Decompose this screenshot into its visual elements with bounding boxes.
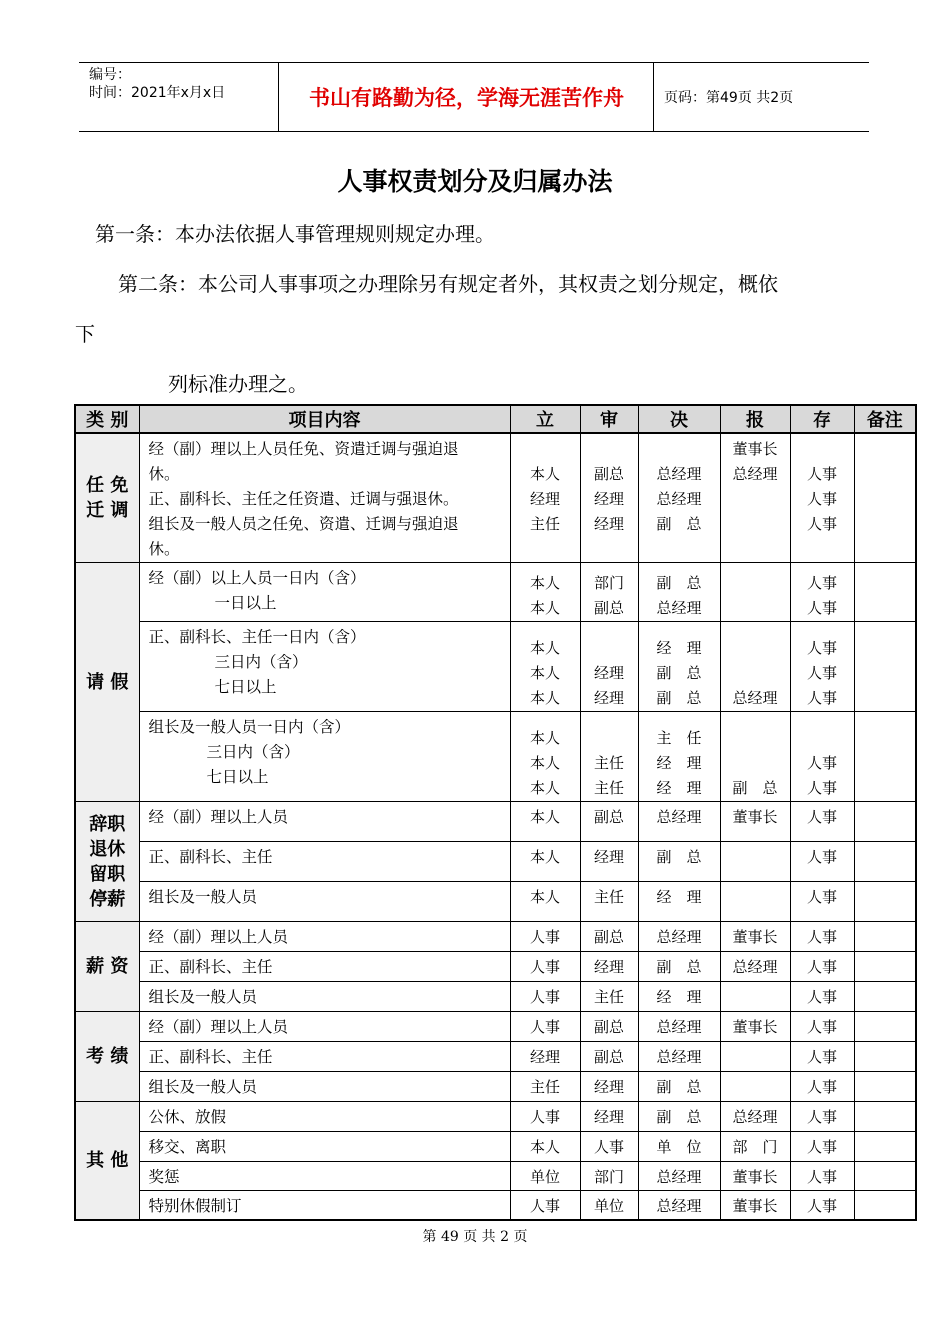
item-cell: 正、副科长、主任	[139, 952, 510, 982]
propose-cell: 人事	[510, 1191, 580, 1221]
report-cell	[720, 712, 790, 802]
item-line: 正、副科长、主任之任资遣、迁调与强退休。	[148, 490, 459, 508]
propose-cell: 单位	[510, 1162, 580, 1191]
decide-cell: 副 总	[638, 842, 720, 882]
decide-cell: 副 总	[638, 952, 720, 982]
cell-value: 本人	[529, 754, 560, 772]
table-row	[75, 882, 916, 922]
article-2-cont: 下	[75, 322, 95, 346]
table-row	[75, 1012, 916, 1042]
review-cell: 经理	[580, 1072, 638, 1102]
decide-cell: 总经理	[638, 922, 720, 952]
file-cell: 人事	[790, 1191, 854, 1221]
table-row	[75, 1072, 916, 1102]
table-row	[75, 712, 916, 802]
category-cell	[75, 922, 139, 1012]
review-cell: 单位	[580, 1191, 638, 1221]
authority-table	[74, 404, 917, 1221]
item-cell: 经（副）理以上人员	[139, 1012, 510, 1042]
cell-value: 人事	[806, 599, 837, 617]
remark-cell	[854, 1012, 916, 1042]
table-row	[75, 1162, 916, 1191]
item-line: 三日内（含）	[214, 653, 308, 671]
review-cell: 人事	[580, 1132, 638, 1162]
item-cell	[139, 433, 510, 563]
propose-cell: 人事	[510, 1012, 580, 1042]
remark-cell	[854, 1191, 916, 1221]
cell-value: 人事	[806, 689, 837, 707]
file-cell	[790, 712, 854, 802]
decide-cell: 总经理	[638, 802, 720, 842]
report-cell	[720, 433, 790, 563]
page-footer: 第 49 页 共 2 页	[422, 1229, 528, 1245]
remark-cell	[854, 1132, 916, 1162]
report-cell	[720, 882, 790, 922]
number-label: 编号：	[89, 67, 131, 83]
review-cell	[580, 563, 638, 622]
cell-value: 副总	[593, 599, 624, 617]
cell-value: 副 总	[732, 779, 778, 797]
propose-cell: 本人	[510, 842, 580, 882]
table-row	[75, 1191, 916, 1221]
file-cell	[790, 433, 854, 563]
review-cell: 副总	[580, 1012, 638, 1042]
decide-cell	[638, 563, 720, 622]
decide-cell	[638, 433, 720, 563]
item-line: 组长及一般人员一日内（含）	[148, 718, 351, 736]
item-cell: 组长及一般人员	[139, 1072, 510, 1102]
page-header	[79, 62, 869, 132]
decide-cell: 总经理	[638, 1042, 720, 1072]
file-cell: 人事	[790, 1162, 854, 1191]
item-cell	[139, 712, 510, 802]
remark-cell	[854, 922, 916, 952]
article-1: 第一条：本办法依据人事管理规则规定办理。	[95, 222, 495, 246]
report-cell: 董事长	[720, 802, 790, 842]
item-cell	[139, 563, 510, 622]
cell-value: 本人	[529, 599, 560, 617]
cell-value: 副总	[593, 465, 624, 483]
item-line: 三日内（含）	[206, 743, 300, 761]
cell-value: 副 总	[656, 574, 702, 592]
file-cell: 人事	[790, 922, 854, 952]
cell-value: 人事	[806, 465, 837, 483]
cell-value: 部门	[593, 574, 624, 592]
propose-cell: 人事	[510, 1102, 580, 1132]
cell-value: 总经理	[656, 490, 702, 508]
report-cell: 总经理	[720, 952, 790, 982]
table-row	[75, 1102, 916, 1132]
item-cell: 特别休假制订	[139, 1191, 510, 1221]
file-cell: 人事	[790, 1042, 854, 1072]
propose-cell: 人事	[510, 982, 580, 1012]
table-row	[75, 922, 916, 952]
category-cell	[75, 1012, 139, 1102]
cell-value: 经理	[593, 664, 624, 682]
report-cell	[720, 563, 790, 622]
cell-value: 主任	[593, 754, 624, 772]
item-line: 七日以上	[206, 768, 269, 786]
review-cell: 主任	[580, 882, 638, 922]
cell-value: 经理	[593, 515, 624, 533]
report-cell	[720, 622, 790, 712]
category-label: 留职	[89, 863, 126, 885]
cell-value: 人事	[806, 664, 837, 682]
propose-cell: 经理	[510, 1042, 580, 1072]
remark-cell	[854, 433, 916, 563]
cell-value: 董事长	[732, 440, 778, 458]
category-cell	[75, 802, 139, 922]
item-line: 经（副）理以上人员任免、资遣迁调与强迫退	[148, 440, 459, 458]
file-cell: 人事	[790, 1102, 854, 1132]
propose-cell: 人事	[510, 952, 580, 982]
report-cell: 董事长	[720, 922, 790, 952]
cell-value: 人事	[806, 490, 837, 508]
decide-cell: 经 理	[638, 882, 720, 922]
remark-cell	[854, 1042, 916, 1072]
col-item: 项目内容	[139, 405, 510, 433]
table-row	[75, 1042, 916, 1072]
item-line: 经（副）以上人员一日内（含）	[148, 569, 366, 587]
item-line: 组长及一般人员之任免、资遣、迁调与强迫退	[148, 515, 459, 533]
remark-cell	[854, 842, 916, 882]
article-2: 第二条：本公司人事事项之办理除另有规定者外，其权责之划分规定，概依	[118, 272, 778, 296]
report-cell: 董事长	[720, 1191, 790, 1221]
cell-value: 本人	[529, 689, 560, 707]
table-row	[75, 563, 916, 622]
category-label: 薪 资	[86, 956, 129, 977]
propose-cell	[510, 622, 580, 712]
report-cell: 总经理	[720, 1102, 790, 1132]
col-decide: 决	[638, 405, 720, 433]
cell-value: 本人	[529, 664, 560, 682]
col-remark: 备注	[854, 405, 916, 433]
report-cell: 董事长	[720, 1162, 790, 1191]
cell-value: 副 总	[656, 515, 702, 533]
review-cell: 副总	[580, 1042, 638, 1072]
header-meta	[79, 63, 279, 131]
category-label: 任 免	[86, 475, 129, 496]
decide-cell	[638, 712, 720, 802]
table-row	[75, 433, 916, 563]
category-label: 考 绩	[86, 1046, 129, 1067]
file-cell: 人事	[790, 952, 854, 982]
item-line: 休。	[148, 540, 180, 558]
decide-cell: 总经理	[638, 1012, 720, 1042]
cell-value: 经理	[529, 490, 560, 508]
col-category: 类 别	[75, 405, 139, 433]
category-label: 迁 调	[86, 500, 129, 521]
file-cell: 人事	[790, 1132, 854, 1162]
remark-cell	[854, 1072, 916, 1102]
item-line: 一日以上	[214, 594, 277, 612]
category-label: 停薪	[89, 888, 126, 910]
header-page-info: 页码：第49页 共2页	[664, 90, 794, 106]
category-cell	[75, 433, 139, 563]
header-motto: 书山有路勤为径，学海无涯苦作舟	[280, 63, 654, 131]
file-cell: 人事	[790, 882, 854, 922]
item-cell: 经（副）理以上人员	[139, 802, 510, 842]
cell-value: 经理	[593, 689, 624, 707]
cell-value: 总经理	[656, 599, 702, 617]
review-cell: 经理	[580, 842, 638, 882]
document-title: 人事权责划分及归属办法	[337, 167, 613, 196]
table-row	[75, 622, 916, 712]
propose-cell	[510, 433, 580, 563]
col-review: 审	[580, 405, 638, 433]
remark-cell	[854, 982, 916, 1012]
decide-cell: 副 总	[638, 1102, 720, 1132]
time-label: 时间：2021年x月x日	[89, 85, 226, 101]
col-report: 报	[720, 405, 790, 433]
table-row	[75, 982, 916, 1012]
propose-cell: 主任	[510, 1072, 580, 1102]
remark-cell	[854, 563, 916, 622]
report-cell	[720, 982, 790, 1012]
col-propose: 立	[510, 405, 580, 433]
review-cell: 副总	[580, 802, 638, 842]
category-label: 退休	[89, 838, 126, 860]
cell-value: 副 总	[656, 664, 702, 682]
report-cell: 董事长	[720, 1012, 790, 1042]
file-cell: 人事	[790, 842, 854, 882]
propose-cell: 人事	[510, 922, 580, 952]
review-cell	[580, 712, 638, 802]
cell-value: 经理	[593, 490, 624, 508]
category-label: 其 他	[86, 1150, 129, 1171]
cell-value: 人事	[806, 639, 837, 657]
cell-value: 总经理	[732, 465, 778, 483]
remark-cell	[854, 802, 916, 842]
remark-cell	[854, 712, 916, 802]
report-cell	[720, 1042, 790, 1072]
cell-value: 本人	[529, 779, 560, 797]
cell-value: 人事	[806, 754, 837, 772]
table-row	[75, 802, 916, 842]
item-cell: 组长及一般人员	[139, 882, 510, 922]
item-cell: 移交、离职	[139, 1132, 510, 1162]
item-line: 正、副科长、主任一日内（含）	[148, 628, 366, 646]
category-label: 请 假	[86, 671, 129, 693]
report-cell	[720, 1072, 790, 1102]
review-cell	[580, 433, 638, 563]
item-cell: 公休、放假	[139, 1102, 510, 1132]
propose-cell: 本人	[510, 802, 580, 842]
decide-cell: 总经理	[638, 1191, 720, 1221]
col-file: 存	[790, 405, 854, 433]
review-cell: 经理	[580, 1102, 638, 1132]
item-cell: 组长及一般人员	[139, 982, 510, 1012]
review-cell	[580, 622, 638, 712]
decide-cell: 单 位	[638, 1132, 720, 1162]
item-line: 七日以上	[214, 678, 277, 696]
cell-value: 本人	[529, 574, 560, 592]
review-cell: 主任	[580, 982, 638, 1012]
file-cell: 人事	[790, 982, 854, 1012]
remark-cell	[854, 622, 916, 712]
file-cell: 人事	[790, 802, 854, 842]
item-cell: 经（副）理以上人员	[139, 922, 510, 952]
report-cell: 部 门	[720, 1132, 790, 1162]
remark-cell	[854, 1162, 916, 1191]
cell-value: 主任	[529, 515, 560, 533]
decide-cell: 经 理	[638, 982, 720, 1012]
table-row	[75, 1132, 916, 1162]
review-cell: 部门	[580, 1162, 638, 1191]
cell-value: 本人	[529, 639, 560, 657]
article-2-end: 列标准办理之。	[168, 372, 308, 396]
item-line: 休。	[148, 465, 180, 483]
cell-value: 人事	[806, 779, 837, 797]
file-cell: 人事	[790, 1072, 854, 1102]
decide-cell	[638, 622, 720, 712]
table-header-row	[75, 405, 916, 433]
cell-value: 主 任	[656, 729, 702, 747]
category-cell	[75, 1102, 139, 1221]
cell-value: 经 理	[656, 779, 702, 797]
report-cell	[720, 842, 790, 882]
cell-value: 人事	[806, 515, 837, 533]
remark-cell	[854, 1102, 916, 1132]
review-cell: 经理	[580, 952, 638, 982]
file-cell	[790, 563, 854, 622]
cell-value: 本人	[529, 729, 560, 747]
propose-cell	[510, 712, 580, 802]
propose-cell: 本人	[510, 1132, 580, 1162]
item-cell: 正、副科长、主任	[139, 842, 510, 882]
category-cell	[75, 563, 139, 802]
cell-value: 本人	[529, 465, 560, 483]
cell-value: 经 理	[656, 639, 702, 657]
cell-value: 经 理	[656, 754, 702, 772]
review-cell: 副总	[580, 922, 638, 952]
file-cell: 人事	[790, 1012, 854, 1042]
table-row	[75, 952, 916, 982]
decide-cell: 副 总	[638, 1072, 720, 1102]
table-row	[75, 842, 916, 882]
category-label: 辞职	[89, 813, 126, 835]
remark-cell	[854, 882, 916, 922]
cell-value: 主任	[593, 779, 624, 797]
cell-value: 副 总	[656, 689, 702, 707]
file-cell	[790, 622, 854, 712]
item-cell	[139, 622, 510, 712]
propose-cell: 本人	[510, 882, 580, 922]
remark-cell	[854, 952, 916, 982]
cell-value: 总经理	[656, 465, 702, 483]
cell-value: 人事	[806, 574, 837, 592]
item-cell: 正、副科长、主任	[139, 1042, 510, 1072]
item-cell: 奖惩	[139, 1162, 510, 1191]
decide-cell: 总经理	[638, 1162, 720, 1191]
propose-cell	[510, 563, 580, 622]
cell-value: 总经理	[732, 689, 778, 707]
